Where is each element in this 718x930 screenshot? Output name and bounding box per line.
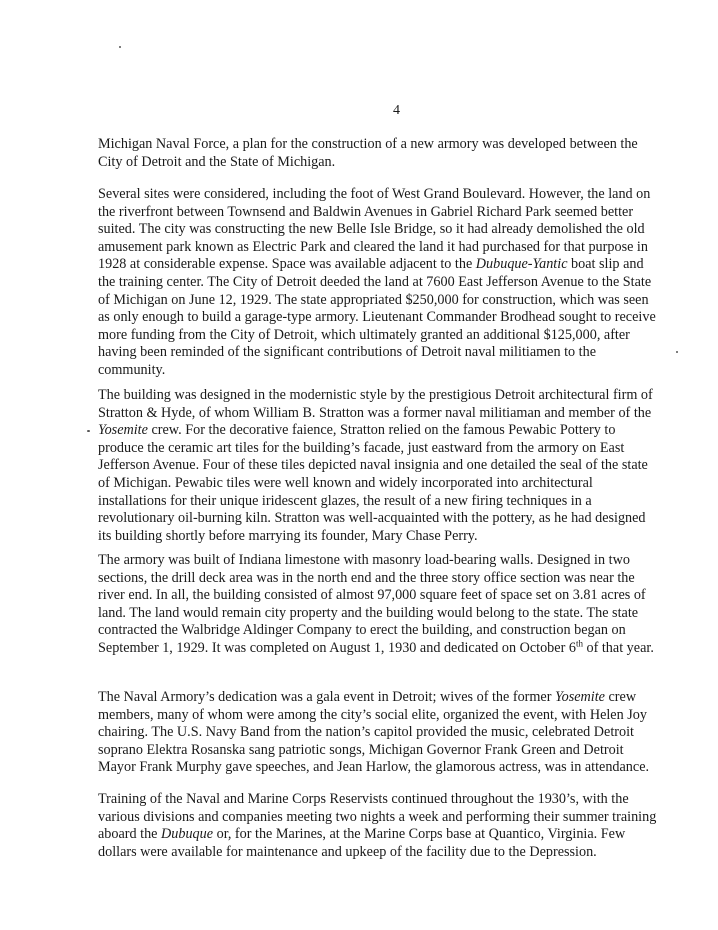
italic-text: Dubuque xyxy=(161,826,214,843)
text-run: Several sites were considered, including the foot of West Grand Boulevard. However, the land on the riverfront between Townsend and Baldwin Avenues in Gabriel Richard Park seemed better suited. The city was constructing the new Belle Isle Bridge, so it had already demolished the old amusement park known as Electric Park and cleared the land it had purchased for that purpose in 1928 at considerable expense. Space was available adjacent to the xyxy=(98,186,651,273)
text-run: The armory was built of Indiana limestone with masonry load-bearing walls. Designed in two sections, the drill deck area was in the north end and the three story office section was near the river end. In all, the building consisted of almost 97,000 square feet of space set on 3.81 acres of land. The land would remain city property and the building would belong to the state. The state contracted the Walbridge Aldinger Company to erect the building, and construction began on September 1, 1929. It was completed on August 1, 1930 and dedicated on October 6 xyxy=(98,552,646,656)
page-number: 4 xyxy=(393,103,400,118)
paragraph xyxy=(98,791,660,861)
scan-speck xyxy=(119,46,121,48)
paragraph xyxy=(98,387,660,545)
italic-text: Dubuque-Yantic xyxy=(475,256,568,273)
text-run: or, for the Marines, at the Marine Corps base at Quantico, Virginia. Few dollars were available for maintenance and upkeep of the facility due to the Depression. xyxy=(98,826,626,860)
text-run: crew. For the decorative faience, Stratton relied on the famous Pewabic Pottery to produce the ceramic art tiles for the building’s facade, just eastward from the armory on East Jefferson Avenue. Four of these tiles depicted naval insignia and one detailed the seal of the state of Michigan. Pewabic tiles were well known and widely incorporated into architectural installations for their unique iridescent glazes, the result of a new firing techniques in a revolutionary oil-burning kiln. Stratton was well-acquainted with the pottery, as he had designed its building shortly before marrying its founder, Mary Chase Perry. xyxy=(98,422,648,544)
text-run: of that year. xyxy=(582,639,654,656)
text-run: Training of the Naval and Marine Corps Reservists continued throughout the 1930’s, with the various divisions and companies meeting two nights a week and performing their summer training aboard the xyxy=(98,791,657,843)
text-run: The building was designed in the modernistic style by the prestigious Detroit architectural firm of Stratton & Hyde, of whom William B. Stratton was a former naval militiaman and member of the xyxy=(98,387,653,421)
text-run: Michigan Naval Force, a plan for the construction of a new armory was developed between the City of Detroit and the State of Michigan. xyxy=(98,136,638,170)
text-run: The Naval Armory’s dedication was a gala event in Detroit; wives of the former xyxy=(98,689,556,705)
italic-text: Yosemite xyxy=(98,422,148,439)
paragraph xyxy=(98,136,660,171)
text-run: crew members, many of whom were among the city’s social elite, organized the event, with Helen Joy chairing. The U.S. Navy Band from the nation’s capitol provided the music, celebrated Detroit soprano Elektra Rosanska sang patriotic songs, Michigan Governor Frank Green and Detroit Mayor Frank Murphy gave speeches, and Jean Harlow, the glamorous actress, was in attendance. xyxy=(98,689,650,776)
paragraph xyxy=(98,689,660,777)
paragraph xyxy=(98,186,660,380)
paragraph xyxy=(98,552,660,658)
text-run: boat slip and the training center. The City of Detroit deeded the land at 7600 East Jefferson Avenue to the State of Michigan on June 12, 1929. The state appropriated $250,000 for construction, which was seen as only enough to build a garage-type armory. Lieutenant Commander Brodhead sought to receive more funding from the City of Detroit, which ultimately granted an additional $125,000, after having been reminded of the significant contributions of Detroit naval militiamen to the community. xyxy=(98,256,656,378)
superscript-text: th xyxy=(575,638,583,649)
italic-text: Yosemite xyxy=(555,689,605,705)
scan-speck xyxy=(87,430,90,432)
scan-speck xyxy=(676,351,678,353)
